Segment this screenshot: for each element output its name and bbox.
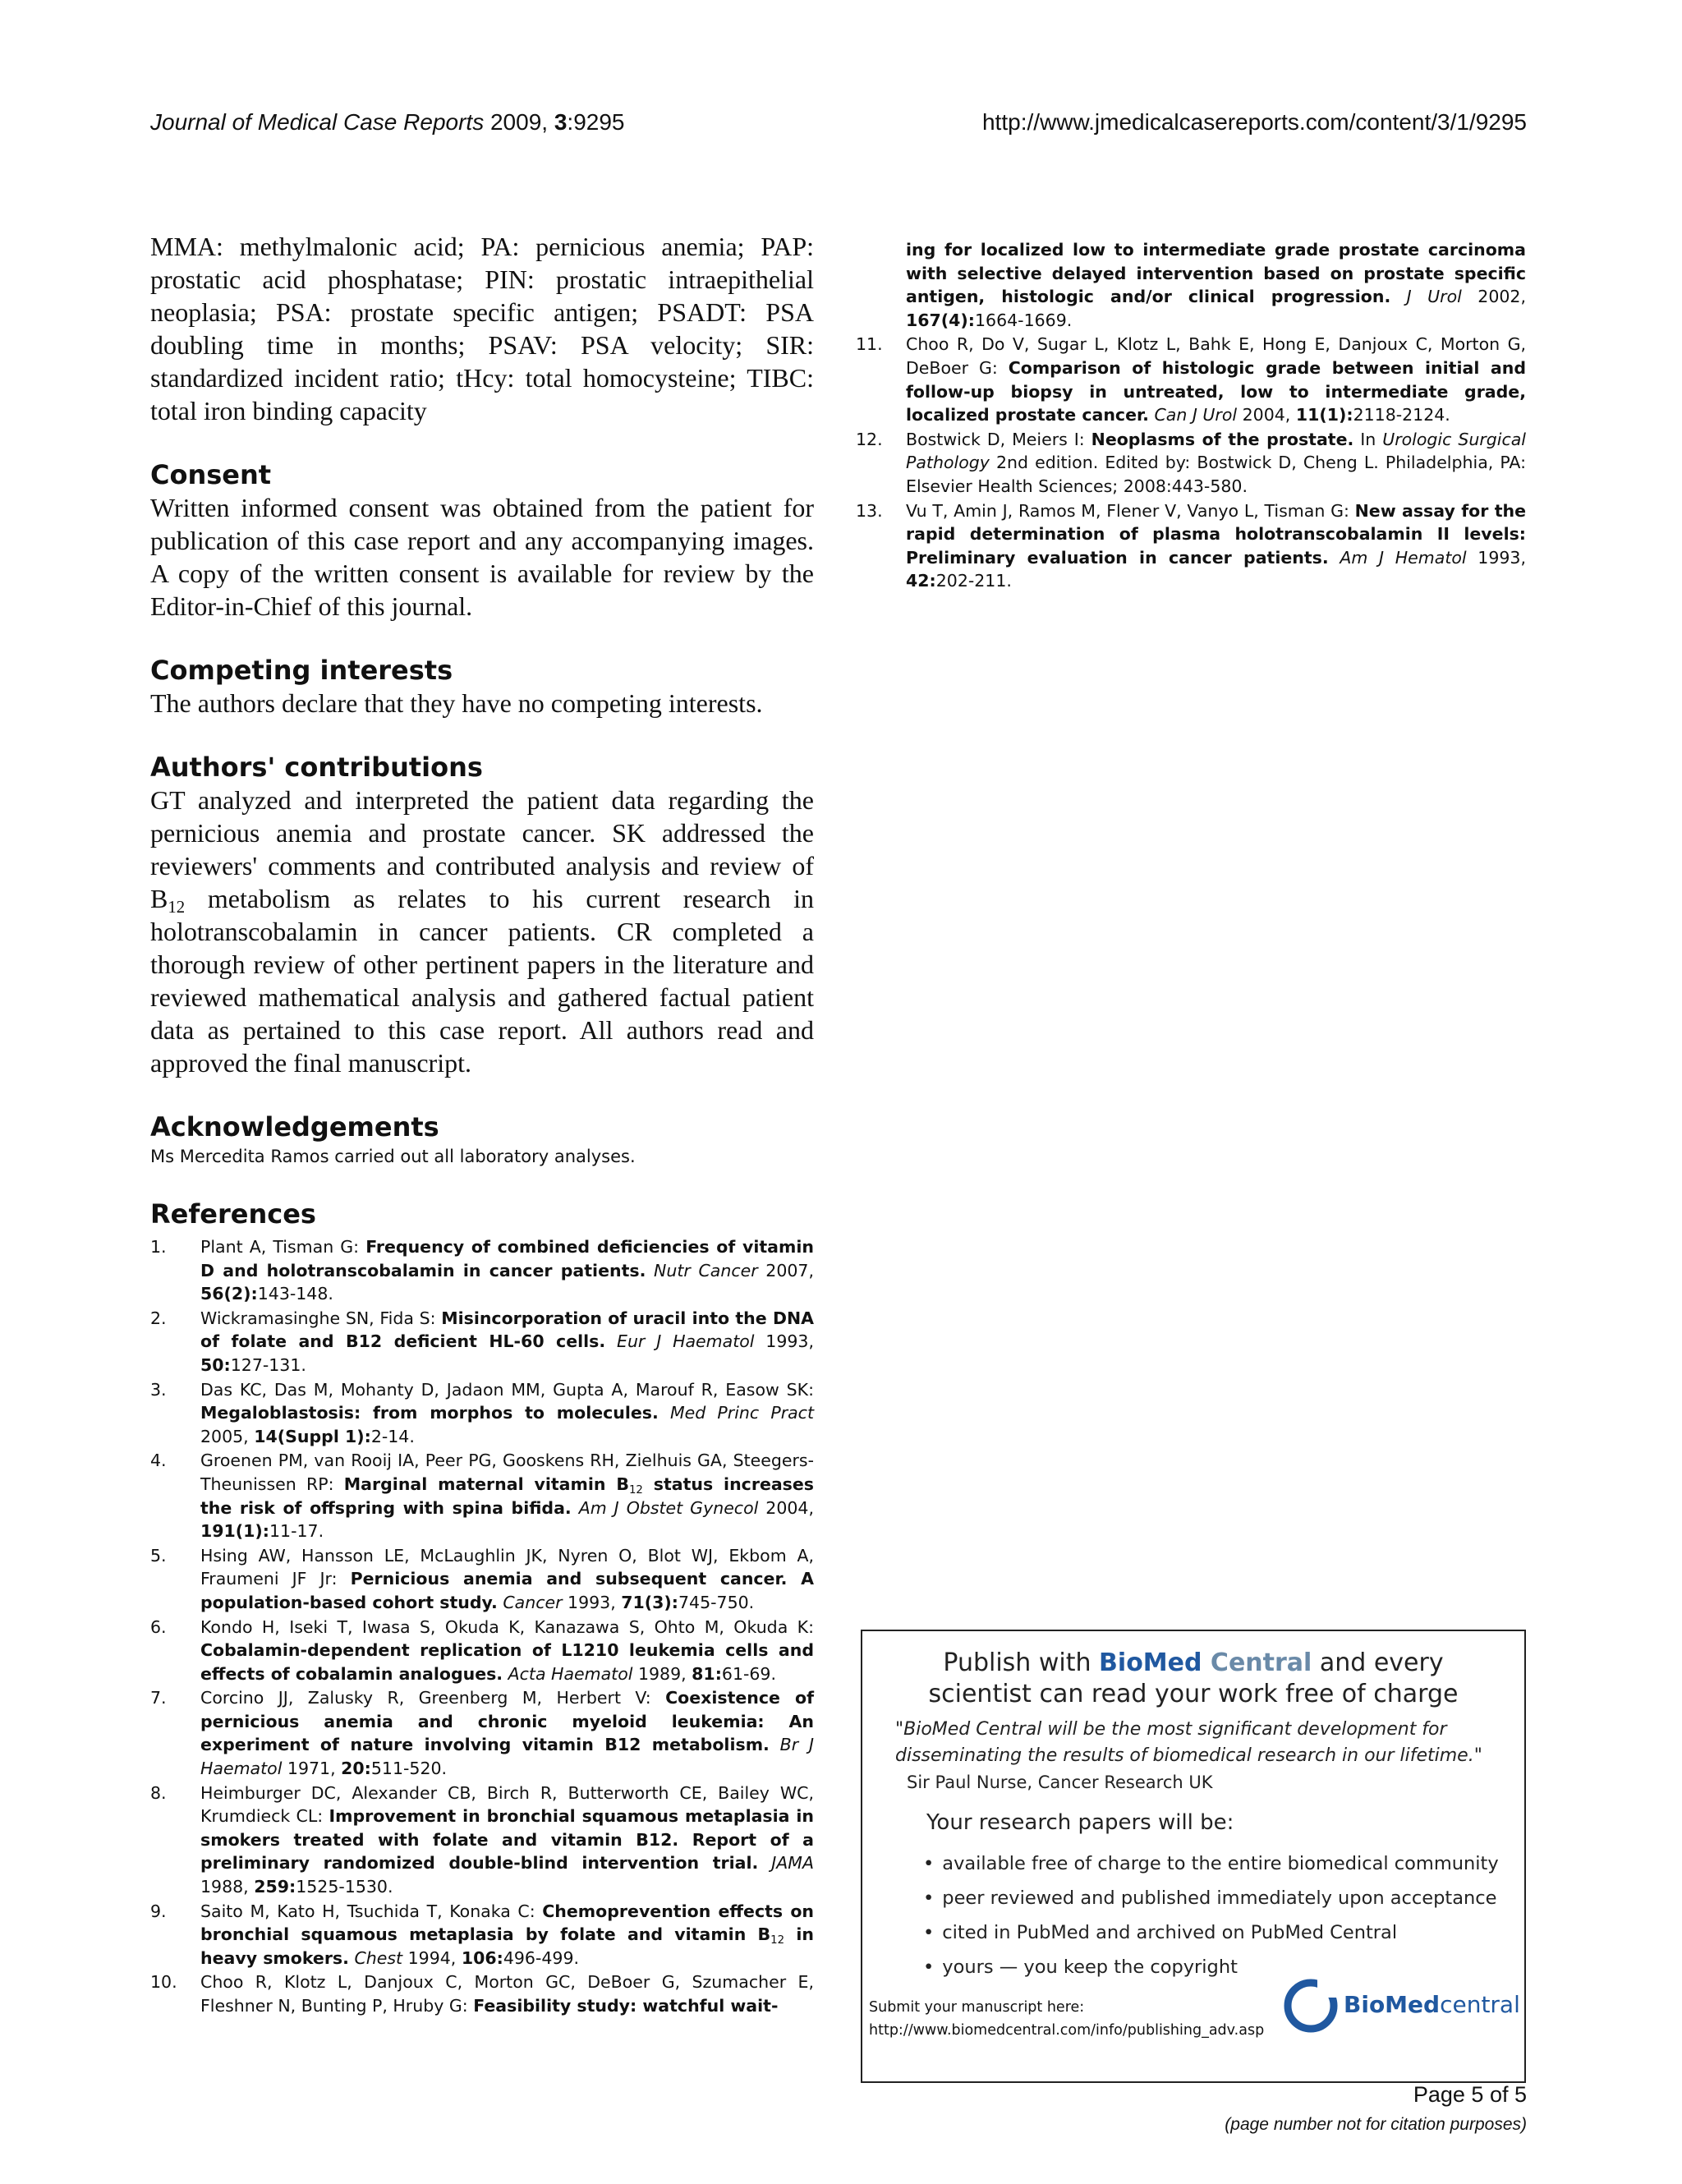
competing-interests-heading: Competing interests [150,655,453,686]
reference-item [856,499,1526,593]
reference-number: 5. [150,1545,167,1566]
reference-title: Megaloblastosis: from morphos to molecules. [200,1403,659,1423]
reference-title: Chemoprevention effects on bronchial squamous metaplasia by folate and vitamin B [200,1901,815,1945]
reference-volume: 106: [461,1947,503,1968]
reference-year: 1994, [402,1947,462,1968]
article-url[interactable]: http://www.jmedicalcasereports.com/content/3/1/9295 [981,109,1527,135]
reference-number: 4. [150,1451,167,1471]
ad-submit-url[interactable]: http://www.biomedcentral.com/info/publishing_adv.asp [869,2022,1265,2039]
reference-number: 2. [150,1308,167,1328]
reference-pages: 127-131. [230,1354,306,1375]
reference-volume: 71(3): [621,1592,678,1612]
reference-year: 2002, [1461,287,1526,307]
reference-number: 12. [856,429,883,449]
ad-quote-attribution: Sir Paul Nurse, Cancer Research UK [907,1772,1213,1792]
page-number-note: (page number not for citation purposes) [1225,2115,1527,2134]
reference-volume: 14(Suppl 1): [254,1426,371,1446]
reference-title: New assay for the rapid determination of plasma holotranscobalamin II levels: Preliminary evaluation in cancer patients. [906,500,1526,568]
reference-title-cont: status increases the risk of offspring with spina bifida. [200,1474,814,1518]
reference-title: Improvement in bronchial squamous metaplasia in smokers treated with folate and vitamin B12. Report of a preliminary randomized double-blind intervention trial. [200,1806,814,1874]
reference-book: Urologic Surgical Pathology [906,429,1526,473]
ad-benefit-item: • cited in PubMed and archived on PubMed Central [923,1915,1499,1950]
reference-pages: 143-148. [257,1284,333,1304]
reference-authors: Heimburger DC, Alexander CB, Birch R, Butterworth CE, Bailey WC, Krumdieck CL: [200,1782,814,1827]
ad-benefit-item: • available free of charge to the entire biomedical community [923,1846,1499,1881]
reference-number: 1. [150,1237,167,1257]
ad-submit-label: Submit your manuscript here: [869,1999,1085,2016]
reference-pages: 61-69. [721,1663,776,1684]
reference-number: 11. [856,334,883,355]
reference-subscript: 12 [770,1934,785,1947]
reference-authors: Bostwick D, Meiers I: [906,429,1091,449]
reference-volume: 81: [692,1663,722,1684]
article-number: :9295 [567,109,625,135]
reference-volume: 50: [200,1354,231,1375]
reference-authors: Groenen PM, van Rooij IA, Peer PG, Gooskens RH, Zielhuis GA, Steegers-Theunissen RP: [200,1451,814,1494]
reference-pages: 202-211. [935,571,1012,591]
reference-year: 2005, [200,1426,255,1446]
reference-volume: 20: [341,1759,371,1779]
reference-year: 1988, [200,1877,255,1897]
reference-item [150,1449,814,1543]
reference-volume: 191(1): [200,1521,269,1542]
reference-number: 7. [150,1688,167,1708]
reference-item [150,1782,814,1899]
reference-year: In [1353,429,1383,449]
reference-volume: 167(4): [906,310,975,330]
references-list [150,1235,814,2018]
consent-heading: Consent [150,459,272,490]
reference-item [150,1970,814,2017]
reference-item [150,1544,814,1615]
reference-title: Neoplasms of the prostate. [1091,429,1354,449]
reference-authors: Hsing AW, Hansson LE, McLaughlin JK, Nyren O, Blot WJ, Ekbom A, Fraumeni JF Jr: [200,1545,814,1589]
reference-item [150,1616,814,1686]
reference-journal: Chest [348,1947,403,1968]
ad-lead-text: Your research papers will be: [926,1810,1234,1835]
ad-quote: "BioMed Central will be the most significant development for disseminating the results of biomedical research in our lifetime." [895,1719,1482,1766]
reference-journal: Acta Haematol [503,1663,633,1684]
reference-authors: Kondo H, Iseki T, Iwasa S, Okuda K, Kanazawa S, Ohto M, Okuda K: [200,1616,814,1637]
competing-interests-text: The authors declare that they have no competing interests. [150,688,763,718]
reference-pages: 745-750. [678,1592,755,1612]
reference-title: ing for localized low to intermediate grade prostate carcinoma with selective delayed intervention based on prostate specific antigen, histologic and/or clinical progression. [906,240,1526,307]
reference-number: 10. [150,1972,177,1993]
reference-title: Coexistence of pernicious anemia and chronic myeloid leukemia: An experiment of nature involving vitamin B12 metabolism. [200,1688,814,1755]
contributions-text: GT analyzed and interpreted the patient data regarding the pernicious anemia and prostate cancer. SK addressed the reviewers' comments and contributed analysis and review of $B_{12}$ metabolism as relates to his current research in holotranscobalamin in cancer patients. CR completed a thorough review of other pertinent papers in the literature and reviewed mathematical analysis and gathered factual patient data as pertained to this case report. All authors read and approved the final manuscript. [150,785,814,1078]
reference-journal: Can J Urol [1148,405,1238,425]
reference-year: 1989, [632,1663,692,1684]
reference-pages: 496-499. [503,1947,579,1968]
reference-volume: 11(1): [1295,405,1353,425]
reference-journal: Med Princ Pract [658,1403,814,1423]
reference-journal: Eur J Haematol [605,1331,755,1352]
reference-pages: 1664-1669. [975,310,1073,330]
left-column [150,230,814,2019]
reference-title: Misincorporation of uracil into the DNA of folate and B12 deficient HL-60 cells. [200,1308,814,1352]
reference-authors: Wickramasinghe SN, Fida S: [200,1308,442,1328]
right-column [856,238,1526,594]
ad-benefits-list [923,1846,1499,1984]
reference-item [150,1307,814,1377]
reference-journal: J Urol [1390,287,1462,307]
reference-title: Feasibility study: watchful wait- [473,1996,779,2016]
reference-item [150,1378,814,1449]
reference-title: Frequency of combined deficiencies of vitamin D and holotranscobalamin in cancer patients. [200,1237,814,1281]
reference-authors: Corcino JJ, Zalusky R, Greenberg M, Herbert V: [200,1688,666,1708]
reference-volume: 259: [254,1877,296,1897]
biomed-logo-text: BioMedcentral [1344,1991,1520,2018]
reference-year: 2004, [758,1497,814,1518]
reference-title: Cobalamin-dependent replication of L1210 leukemia cells and effects of cobalamin analogues. [200,1640,814,1684]
reference-authors: Das KC, Das M, Mohanty D, Jadaon MM, Gupta A, Marouf R, Easow SK: [200,1379,814,1400]
reference-authors: Vu T, Amin J, Ramos M, Flener V, Vanyo L, Tisman G: [906,500,1355,521]
ad-benefit-item: • peer reviewed and published immediately upon acceptance [923,1881,1499,1915]
biomed-logo-ring-icon [1281,1976,1340,2035]
reference-item [856,428,1526,499]
acknowledgements-text: Ms Mercedita Ramos carried out all laboratory analyses. [150,1147,636,1166]
contributions-heading: Authors' contributions [150,752,483,783]
reference-pages: 2118-2124. [1353,405,1450,425]
reference-year: 1993, [754,1331,814,1352]
reference-year: 2007, [757,1260,814,1281]
reference-journal: Nutr Cancer [646,1260,758,1281]
reference-number: 8. [150,1782,167,1803]
reference-item [150,1686,814,1780]
abbreviations-text: MMA: methylmalonic acid; PA: pernicious anemia; PAP: prostatic acid phosphatase; PIN: prostatic intraepithelial neoplasia; PSA: prostate specific antigen; PSADT: PSA doubling time in months; PSAV: PSA velocity; SIR: standardized incident ratio; tHcy: total homocysteine; TIBC: total iron binding capacity [150,232,814,425]
references-list-continued [856,238,1526,593]
consent-text: Written informed consent was obtained from the patient for publication of this case report and any accompanying images. A copy of the written consent is available for review by the Editor-in-Chief of this journal. [150,493,814,621]
acknowledgements-heading: Acknowledgements [150,1111,439,1143]
reference-authors: Saito M, Kato H, Tsuchida T, Konaka C: [200,1901,543,1921]
reference-number: 3. [150,1379,167,1400]
reference-number: 6. [150,1616,167,1637]
running-header-citation [150,109,625,136]
biomed-central-logo [1281,1976,1519,2035]
journal-volume: 3 [554,109,568,135]
reference-title: Pernicious anemia and subsequent cancer. A population-based cohort study. [200,1569,814,1612]
reference-volume: 56(2): [200,1284,258,1304]
reference-journal: JAMA [758,1853,814,1874]
ad-title: Publish with BioMed Central and every scientist can read your work free of charge [928,1648,1459,1708]
reference-number: 9. [150,1901,167,1921]
reference-journal: Am J Obstet Gynecol [571,1497,759,1518]
biomed-central-ad[interactable] [861,1630,1526,2083]
reference-subscript: 12 [628,1483,643,1497]
reference-year: 1993, [1466,547,1526,568]
reference-title-cont: in heavy smokers. [200,1924,814,1968]
reference-number: 13. [856,500,883,521]
reference-authors: Choo R, Klotz L, Danjoux C, Morton GC, DeBoer G, Szumacher E, Fleshner N, Bunting P, Hruby G: [200,1972,814,2016]
reference-journal: Cancer [497,1592,563,1612]
reference-volume: 42: [906,571,936,591]
reference-year: 1993, [562,1592,622,1612]
reference-pages: 511-520. [370,1759,448,1779]
reference-authors: Plant A, Tisman G: [200,1237,366,1257]
journal-name: Journal of Medical Case Reports [150,109,485,135]
reference-year: 2004, [1237,405,1296,425]
reference-title: Marginal maternal vitamin B [343,1474,629,1494]
reference-year: 1971, [282,1759,342,1779]
reference-journal: Br J Haematol [200,1735,814,1779]
reference-pages: 1525-1530. [296,1877,393,1897]
references-heading: References [150,1198,316,1230]
ad-benefit-item: • yours — you keep the copyright [923,1950,1499,1984]
reference-title: Comparison of histologic grade between initial and follow-up biopsy in untreated, low to intermediate grade, localized prostate cancer. [906,357,1526,425]
journal-year: 2009, [489,109,549,135]
reference-journal: Am J Hematol [1328,547,1467,568]
reference-pages: 11-17. [269,1521,324,1542]
reference-authors: Choo R, Do V, Sugar L, Klotz L, Bahk E, Hong E, Danjoux C, Morton G, DeBoer G: [906,334,1526,378]
reference-item [856,333,1526,426]
reference-item [150,1900,814,1970]
reference-pages: 2-14. [370,1426,415,1446]
page-number: Page 5 of 5 [1413,2082,1527,2107]
reference-item [150,1235,814,1306]
reference-item [856,238,1526,332]
reference-edition: 2nd edition. Edited by: Bostwick D, Cheng L. Philadelphia, PA: Elsevier Health Sciences; 2008:443-580. [906,453,1526,496]
ad-submit-info [869,1996,1264,2042]
